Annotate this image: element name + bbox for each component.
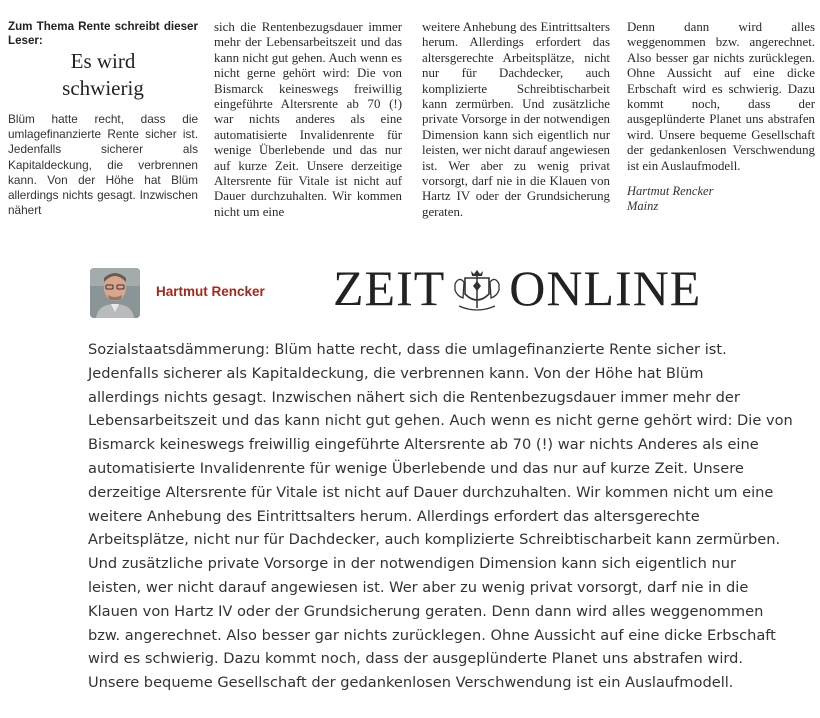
article-line: automatisierte Invalidenrente für wenige Überlebende und das nur auf kurze Zeit. Unsere [88,459,744,477]
clipping-column-2 [214,20,402,220]
clipping-text-col4: Denn dann wird alles weggenommen bzw. angerechnet. Also besser gar nichts zurücklegen. Ohne Aussicht auf eine dicke Erbschaft wird es schwierig. Dazu kommt noch, dass der ausgeplünderte Planet uns abstrafen wird. Unsere bequeme Gesellschaft der gedankenlosen Verschwendung ist ein Auslaufmodell. [627,20,815,173]
article-line: Arbeitsplätze, nicht nur für Dachdecker, auch komplizierte Schreibtischarbeit kann zermürben. [88,531,781,549]
clipping-signature-name: Hartmut Rencker [627,184,714,199]
article-line: Lebensarbeitszeit und das kann nicht gut gehen. Auch wenn es nicht gerne gehört wird: Die von [88,412,793,430]
newspaper-clipping [0,0,820,250]
clipping-column-1 [8,20,198,218]
article-line: leisten, wer nicht darauf angewiesen ist. Wer aber zu wenig privat vorsorgt, darf nie in die [88,578,749,596]
logo-word-right: ONLINE [509,260,702,316]
article-line: Klauen von Hartz IV oder der Grundsicherung geraten. Denn dann wird alles weggenommen [88,602,764,620]
avatar-photo-icon [90,268,140,318]
article-line: Sozialstaatsdämmerung: Blüm hatte recht, dass die umlagefinanzierte Rente sicher ist. [88,341,727,358]
clipping-column-4 [627,20,815,215]
article-line: derzeitige Altersrente für Vitale ist nicht auf Dauer durchzuhalten. Wir kommen nicht um eine [88,483,774,501]
article-line: Jedenfalls sicherer als Kapitaldeckung, die verbrennen kann. Von der Höhe hat Blüm [88,364,704,382]
author-header [0,262,820,324]
clipping-headline-line1: Es wird [70,49,136,73]
clipping-text-col2: sich die Rentenbezugsdauer immer mehr der Lebensarbeitszeit und das kann nicht gut gehen. Auch wenn es nicht gerne gehört wird: Die von Bismarck keineswegs freiwillig eingeführte Altersrente ab 70 (!) war nichts anderes als eine automatisierte Invalidenrente für wenige Überlebende und das nur auf kurze Zeit. Unsere derzeitige Altersrente für Vitale ist nicht auf Dauer durchzuhalten. Wir kommen nicht um eine [214,20,402,219]
article-line: allerdings nichts gesagt. Inzwischen nähert sich die Rentenbezugsdauer immer mehr der [88,388,740,406]
clipping-headline-line2: schwierig [62,76,144,100]
article-line: Bismarck keineswegs freiwillig eingeführte Altersrente ab 70 (!) war nichts Anderes als eine [88,436,759,454]
logo-word-left: ZEIT [333,260,446,316]
zeit-online-logo[interactable] [333,262,701,314]
clipping-signature-city: Mainz [627,199,659,214]
avatar[interactable] [90,268,140,318]
clipping-text-col1: Blüm hatte recht, dass die umlagefinanzierte Rente sicher ist. Jedenfalls sicherer als Kapitaldeckung, die verbrennen kann. Von der Höhe hat Blüm allerdings nichts gesagt. Inzwischen nähert [8,112,198,218]
article-line: Unsere bequeme Gesellschaft der gedankenlosen Verschwendung ist ein Auslaufmodell. [88,674,734,692]
clipping-headline [8,48,198,102]
author-name[interactable]: Hartmut Rencker [156,284,265,299]
article-line: wird es schwierig. Dazu kommt noch, dass der ausgeplünderte Planet uns abstrafen wird. [88,650,744,668]
article-line: weitere Anhebung des Eintrittsalters herum. Allerdings erfordert das altersgerechte [88,507,700,525]
article-line: bzw. angerechnet. Also besser gar nichts zurücklegen. Ohne Aussicht auf eine dicke Erbschaft [88,626,776,644]
article-line: Und zusätzliche private Vorsorge in der notwendigen Dimension kann sich eigentlich nur [88,555,737,573]
clipping-text-col3: weitere Anhebung des Eintrittsalters herum. Allerdings erfordert das altersgerechte Arbeitsplätze, nicht nur für Dachdecker, auch komplizierte Schreibtischarbeit kann zermürben. Und zusätzliche private Vorsorge in der notwendigen Dimension kann sich eigentlich nur leisten, wer nicht darauf angewiesen ist. Wer aber zu wenig privat vorsorgt, darf nie in die Klauen von Hartz IV oder der Grundsicherung geraten. [422,20,610,219]
article-paragraph [88,338,818,695]
clipping-intro: Zum Thema Rente schreibt dieser Leser: [8,20,198,47]
clipping-signature [627,184,815,215]
article-body [88,338,818,695]
clipping-column-3 [422,20,610,220]
crest-icon [451,266,503,310]
